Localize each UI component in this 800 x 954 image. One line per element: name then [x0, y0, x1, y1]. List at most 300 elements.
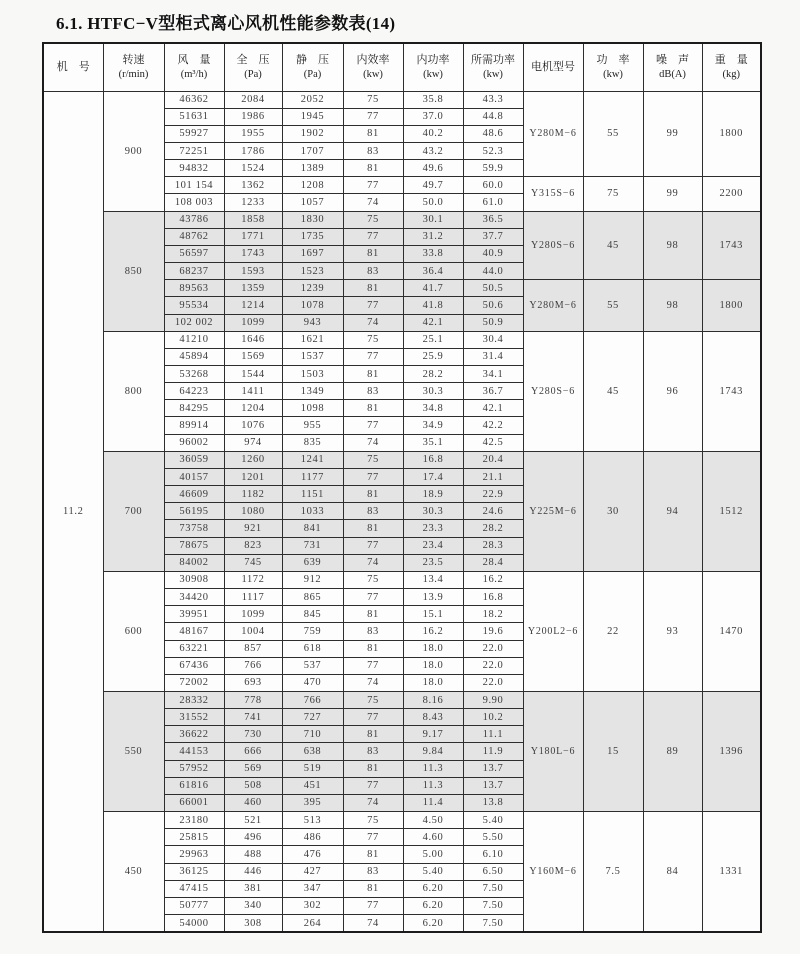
required-power-cell: 43.3 — [463, 91, 523, 108]
static-pressure-cell: 1098 — [282, 400, 343, 417]
motor-model-cell: Y315S−6 — [523, 177, 583, 211]
total-pressure-cell: 1359 — [224, 280, 282, 297]
total-pressure-cell: 921 — [224, 520, 282, 537]
motor-model-cell: Y160M−6 — [523, 812, 583, 932]
efficiency-cell: 77 — [343, 348, 403, 365]
required-power-cell: 34.1 — [463, 366, 523, 383]
total-pressure-cell: 823 — [224, 537, 282, 554]
column-header-line2: (kw) — [423, 69, 443, 81]
required-power-cell: 19.6 — [463, 623, 523, 640]
airflow-cell: 67436 — [164, 657, 224, 674]
static-pressure-cell: 1208 — [282, 177, 343, 194]
speed-cell: 600 — [103, 571, 164, 691]
static-pressure-cell: 1389 — [282, 160, 343, 177]
efficiency-cell: 81 — [343, 726, 403, 743]
noise-cell: 84 — [643, 812, 702, 932]
table-row — [43, 571, 761, 588]
internal-power-cell: 33.8 — [403, 245, 463, 262]
efficiency-cell: 81 — [343, 125, 403, 142]
weight-cell: 1800 — [702, 91, 761, 177]
required-power-cell: 50.9 — [463, 314, 523, 331]
required-power-cell: 60.0 — [463, 177, 523, 194]
efficiency-cell: 77 — [343, 657, 403, 674]
static-pressure-cell: 513 — [282, 812, 343, 829]
total-pressure-cell: 308 — [224, 915, 282, 933]
internal-power-cell: 9.17 — [403, 726, 463, 743]
static-pressure-cell: 1707 — [282, 142, 343, 159]
efficiency-cell: 81 — [343, 486, 403, 503]
internal-power-cell: 41.8 — [403, 297, 463, 314]
table-body — [43, 91, 761, 932]
required-power-cell: 24.6 — [463, 503, 523, 520]
static-pressure-cell: 639 — [282, 554, 343, 571]
static-pressure-cell: 1621 — [282, 331, 343, 348]
total-pressure-cell: 1233 — [224, 194, 282, 211]
efficiency-cell: 77 — [343, 417, 403, 434]
internal-power-cell: 6.20 — [403, 915, 463, 933]
airflow-cell: 84295 — [164, 400, 224, 417]
column-header-3 — [224, 43, 282, 91]
static-pressure-cell: 731 — [282, 537, 343, 554]
airflow-cell: 56597 — [164, 245, 224, 262]
efficiency-cell: 75 — [343, 91, 403, 108]
motor-model-cell: Y280M−6 — [523, 280, 583, 331]
column-header-8 — [523, 43, 583, 91]
static-pressure-cell: 519 — [282, 760, 343, 777]
static-pressure-cell: 865 — [282, 589, 343, 606]
internal-power-cell: 30.3 — [403, 503, 463, 520]
total-pressure-cell: 1986 — [224, 108, 282, 125]
airflow-cell: 46609 — [164, 486, 224, 503]
total-pressure-cell: 1076 — [224, 417, 282, 434]
total-pressure-cell: 730 — [224, 726, 282, 743]
static-pressure-cell: 470 — [282, 674, 343, 691]
efficiency-cell: 81 — [343, 640, 403, 657]
total-pressure-cell: 1117 — [224, 589, 282, 606]
total-pressure-cell: 2084 — [224, 91, 282, 108]
airflow-cell: 47415 — [164, 880, 224, 897]
static-pressure-cell: 727 — [282, 709, 343, 726]
speed-cell: 700 — [103, 451, 164, 571]
static-pressure-cell: 347 — [282, 880, 343, 897]
required-power-cell: 44.0 — [463, 263, 523, 280]
static-pressure-cell: 302 — [282, 897, 343, 914]
motor-power-cell: 22 — [583, 571, 643, 691]
total-pressure-cell: 1099 — [224, 314, 282, 331]
efficiency-cell: 77 — [343, 297, 403, 314]
total-pressure-cell: 496 — [224, 829, 282, 846]
static-pressure-cell: 710 — [282, 726, 343, 743]
static-pressure-cell: 1902 — [282, 125, 343, 142]
efficiency-cell: 83 — [343, 503, 403, 520]
internal-power-cell: 31.2 — [403, 228, 463, 245]
internal-power-cell: 18.0 — [403, 640, 463, 657]
efficiency-cell: 75 — [343, 211, 403, 228]
required-power-cell: 28.4 — [463, 554, 523, 571]
total-pressure-cell: 1214 — [224, 297, 282, 314]
internal-power-cell: 6.20 — [403, 880, 463, 897]
total-pressure-cell: 1771 — [224, 228, 282, 245]
internal-power-cell: 9.84 — [403, 743, 463, 760]
motor-power-cell: 55 — [583, 280, 643, 331]
total-pressure-cell: 666 — [224, 743, 282, 760]
efficiency-cell: 81 — [343, 760, 403, 777]
internal-power-cell: 49.6 — [403, 160, 463, 177]
speed-cell: 850 — [103, 211, 164, 331]
static-pressure-cell: 841 — [282, 520, 343, 537]
internal-power-cell: 5.40 — [403, 863, 463, 880]
static-pressure-cell: 766 — [282, 691, 343, 708]
static-pressure-cell: 1151 — [282, 486, 343, 503]
efficiency-cell: 81 — [343, 160, 403, 177]
weight-cell: 2200 — [702, 177, 761, 211]
column-header-line2: dB(A) — [659, 69, 686, 81]
total-pressure-cell: 1544 — [224, 366, 282, 383]
column-header-6 — [403, 43, 463, 91]
internal-power-cell: 8.43 — [403, 709, 463, 726]
weight-cell: 1743 — [702, 331, 761, 451]
efficiency-cell: 77 — [343, 228, 403, 245]
internal-power-cell: 18.9 — [403, 486, 463, 503]
table-row — [43, 91, 761, 108]
total-pressure-cell: 1204 — [224, 400, 282, 417]
table-row — [43, 812, 761, 829]
efficiency-cell: 74 — [343, 915, 403, 933]
airflow-cell: 78675 — [164, 537, 224, 554]
internal-power-cell: 17.4 — [403, 468, 463, 485]
airflow-cell: 51631 — [164, 108, 224, 125]
airflow-cell: 73758 — [164, 520, 224, 537]
airflow-cell: 53268 — [164, 366, 224, 383]
motor-power-cell: 7.5 — [583, 812, 643, 932]
weight-cell: 1800 — [702, 280, 761, 331]
required-power-cell: 6.10 — [463, 846, 523, 863]
required-power-cell: 9.90 — [463, 691, 523, 708]
noise-cell: 99 — [643, 91, 702, 177]
motor-power-cell: 55 — [583, 91, 643, 177]
airflow-cell: 63221 — [164, 640, 224, 657]
efficiency-cell: 77 — [343, 777, 403, 794]
total-pressure-cell: 778 — [224, 691, 282, 708]
weight-cell: 1512 — [702, 451, 761, 571]
noise-cell: 98 — [643, 211, 702, 280]
total-pressure-cell: 340 — [224, 897, 282, 914]
required-power-cell: 7.50 — [463, 880, 523, 897]
speed-cell: 450 — [103, 812, 164, 932]
internal-power-cell: 15.1 — [403, 606, 463, 623]
static-pressure-cell: 1697 — [282, 245, 343, 262]
airflow-cell: 89563 — [164, 280, 224, 297]
motor-power-cell: 15 — [583, 691, 643, 811]
column-header-line2: (Pa) — [244, 69, 262, 81]
airflow-cell: 44153 — [164, 743, 224, 760]
static-pressure-cell: 1033 — [282, 503, 343, 520]
required-power-cell: 21.1 — [463, 468, 523, 485]
speed-cell: 550 — [103, 691, 164, 811]
airflow-cell: 57952 — [164, 760, 224, 777]
efficiency-cell: 81 — [343, 520, 403, 537]
internal-power-cell: 30.3 — [403, 383, 463, 400]
required-power-cell: 20.4 — [463, 451, 523, 468]
airflow-cell: 64223 — [164, 383, 224, 400]
efficiency-cell: 74 — [343, 674, 403, 691]
internal-power-cell: 5.00 — [403, 846, 463, 863]
airflow-cell: 94832 — [164, 160, 224, 177]
efficiency-cell: 83 — [343, 863, 403, 880]
efficiency-cell: 81 — [343, 280, 403, 297]
airflow-cell: 36125 — [164, 863, 224, 880]
static-pressure-cell: 264 — [282, 915, 343, 933]
static-pressure-cell: 1523 — [282, 263, 343, 280]
airflow-cell: 101 154 — [164, 177, 224, 194]
total-pressure-cell: 569 — [224, 760, 282, 777]
column-header-line1: 所需功率 — [471, 54, 515, 67]
noise-cell: 94 — [643, 451, 702, 571]
airflow-cell: 46362 — [164, 91, 224, 108]
weight-cell: 1470 — [702, 571, 761, 691]
internal-power-cell: 41.7 — [403, 280, 463, 297]
static-pressure-cell: 955 — [282, 417, 343, 434]
internal-power-cell: 16.2 — [403, 623, 463, 640]
internal-power-cell: 28.2 — [403, 366, 463, 383]
column-header-line2: (kw) — [363, 69, 383, 81]
efficiency-cell: 75 — [343, 571, 403, 588]
required-power-cell: 7.50 — [463, 897, 523, 914]
required-power-cell: 59.9 — [463, 160, 523, 177]
speed-cell: 800 — [103, 331, 164, 451]
efficiency-cell: 83 — [343, 743, 403, 760]
static-pressure-cell: 759 — [282, 623, 343, 640]
noise-cell: 96 — [643, 331, 702, 451]
total-pressure-cell: 1004 — [224, 623, 282, 640]
motor-power-cell: 45 — [583, 211, 643, 280]
total-pressure-cell: 766 — [224, 657, 282, 674]
static-pressure-cell: 1078 — [282, 297, 343, 314]
static-pressure-cell: 1239 — [282, 280, 343, 297]
required-power-cell: 42.1 — [463, 400, 523, 417]
total-pressure-cell: 1099 — [224, 606, 282, 623]
internal-power-cell: 25.1 — [403, 331, 463, 348]
internal-power-cell: 43.2 — [403, 142, 463, 159]
total-pressure-cell: 1569 — [224, 348, 282, 365]
required-power-cell: 31.4 — [463, 348, 523, 365]
table-row — [43, 211, 761, 228]
required-power-cell: 13.7 — [463, 760, 523, 777]
airflow-cell: 36622 — [164, 726, 224, 743]
internal-power-cell: 23.3 — [403, 520, 463, 537]
static-pressure-cell: 912 — [282, 571, 343, 588]
total-pressure-cell: 488 — [224, 846, 282, 863]
airflow-cell: 36059 — [164, 451, 224, 468]
efficiency-cell: 77 — [343, 897, 403, 914]
airflow-cell: 40157 — [164, 468, 224, 485]
required-power-cell: 52.3 — [463, 142, 523, 159]
internal-power-cell: 25.9 — [403, 348, 463, 365]
internal-power-cell: 36.4 — [403, 263, 463, 280]
static-pressure-cell: 618 — [282, 640, 343, 657]
airflow-cell: 23180 — [164, 812, 224, 829]
column-header-line1: 内效率 — [356, 54, 390, 67]
column-header-line1: 全 压 — [236, 54, 270, 67]
static-pressure-cell: 835 — [282, 434, 343, 451]
table-row — [43, 331, 761, 348]
efficiency-cell: 83 — [343, 383, 403, 400]
total-pressure-cell: 1593 — [224, 263, 282, 280]
required-power-cell: 22.0 — [463, 657, 523, 674]
efficiency-cell: 75 — [343, 331, 403, 348]
required-power-cell: 28.2 — [463, 520, 523, 537]
internal-power-cell: 13.4 — [403, 571, 463, 588]
static-pressure-cell: 476 — [282, 846, 343, 863]
required-power-cell: 10.2 — [463, 709, 523, 726]
required-power-cell: 40.9 — [463, 245, 523, 262]
efficiency-cell: 74 — [343, 434, 403, 451]
airflow-cell: 48762 — [164, 228, 224, 245]
noise-cell: 89 — [643, 691, 702, 811]
required-power-cell: 44.8 — [463, 108, 523, 125]
noise-cell: 93 — [643, 571, 702, 691]
internal-power-cell: 11.3 — [403, 760, 463, 777]
airflow-cell: 68237 — [164, 263, 224, 280]
weight-cell: 1396 — [702, 691, 761, 811]
column-header-9 — [583, 43, 643, 91]
required-power-cell: 30.4 — [463, 331, 523, 348]
required-power-cell: 42.5 — [463, 434, 523, 451]
static-pressure-cell: 1503 — [282, 366, 343, 383]
efficiency-cell: 81 — [343, 245, 403, 262]
airflow-cell: 54000 — [164, 915, 224, 933]
total-pressure-cell: 974 — [224, 434, 282, 451]
required-power-cell: 13.8 — [463, 794, 523, 811]
total-pressure-cell: 741 — [224, 709, 282, 726]
required-power-cell: 5.50 — [463, 829, 523, 846]
motor-power-cell: 30 — [583, 451, 643, 571]
column-header-line2: (kw) — [483, 69, 503, 81]
column-header-line1: 功 率 — [596, 54, 630, 67]
column-header-line1: 重 量 — [714, 54, 748, 67]
required-power-cell: 13.7 — [463, 777, 523, 794]
weight-cell: 1743 — [702, 211, 761, 280]
internal-power-cell: 4.50 — [403, 812, 463, 829]
total-pressure-cell: 1080 — [224, 503, 282, 520]
airflow-cell: 56195 — [164, 503, 224, 520]
static-pressure-cell: 1177 — [282, 468, 343, 485]
airflow-cell: 89914 — [164, 417, 224, 434]
column-header-line1: 内功率 — [416, 54, 450, 67]
table-row — [43, 451, 761, 468]
airflow-cell: 31552 — [164, 709, 224, 726]
total-pressure-cell: 1182 — [224, 486, 282, 503]
efficiency-cell: 75 — [343, 451, 403, 468]
static-pressure-cell: 427 — [282, 863, 343, 880]
required-power-cell: 6.50 — [463, 863, 523, 880]
required-power-cell: 22.9 — [463, 486, 523, 503]
total-pressure-cell: 1362 — [224, 177, 282, 194]
total-pressure-cell: 1858 — [224, 211, 282, 228]
column-header-7 — [463, 43, 523, 91]
internal-power-cell: 35.8 — [403, 91, 463, 108]
internal-power-cell: 13.9 — [403, 589, 463, 606]
table-header — [43, 43, 761, 91]
airflow-cell: 48167 — [164, 623, 224, 640]
internal-power-cell: 37.0 — [403, 108, 463, 125]
efficiency-cell: 77 — [343, 177, 403, 194]
airflow-cell: 108 003 — [164, 194, 224, 211]
static-pressure-cell: 1735 — [282, 228, 343, 245]
internal-power-cell: 16.8 — [403, 451, 463, 468]
efficiency-cell: 74 — [343, 794, 403, 811]
required-power-cell: 36.5 — [463, 211, 523, 228]
noise-cell: 98 — [643, 280, 702, 331]
efficiency-cell: 77 — [343, 589, 403, 606]
airflow-cell: 59927 — [164, 125, 224, 142]
column-header-10 — [643, 43, 702, 91]
efficiency-cell: 81 — [343, 366, 403, 383]
airflow-cell: 43786 — [164, 211, 224, 228]
total-pressure-cell: 1260 — [224, 451, 282, 468]
internal-power-cell: 34.8 — [403, 400, 463, 417]
total-pressure-cell: 1646 — [224, 331, 282, 348]
column-header-line1: 电机型号 — [531, 61, 575, 74]
required-power-cell: 5.40 — [463, 812, 523, 829]
column-header-line2: (kw) — [603, 69, 623, 81]
efficiency-cell: 77 — [343, 537, 403, 554]
efficiency-cell: 74 — [343, 194, 403, 211]
total-pressure-cell: 1524 — [224, 160, 282, 177]
airflow-cell: 34420 — [164, 589, 224, 606]
static-pressure-cell: 2052 — [282, 91, 343, 108]
required-power-cell: 16.2 — [463, 571, 523, 588]
total-pressure-cell: 1743 — [224, 245, 282, 262]
column-header-line2: (m³/h) — [180, 69, 208, 81]
required-power-cell: 36.7 — [463, 383, 523, 400]
motor-power-cell: 75 — [583, 177, 643, 211]
internal-power-cell: 6.20 — [403, 897, 463, 914]
column-header-line1: 噪 声 — [656, 54, 689, 67]
internal-power-cell: 4.60 — [403, 829, 463, 846]
airflow-cell: 102 002 — [164, 314, 224, 331]
airflow-cell: 84002 — [164, 554, 224, 571]
static-pressure-cell: 1349 — [282, 383, 343, 400]
internal-power-cell: 23.5 — [403, 554, 463, 571]
airflow-cell: 45894 — [164, 348, 224, 365]
internal-power-cell: 18.0 — [403, 674, 463, 691]
page-title: 6.1. HTFC−V型柜式离心风机性能参数表(14) — [56, 14, 396, 33]
total-pressure-cell: 1201 — [224, 468, 282, 485]
column-header-0 — [43, 43, 103, 91]
header-row — [43, 43, 761, 91]
table-row — [43, 691, 761, 708]
airflow-cell: 72002 — [164, 674, 224, 691]
total-pressure-cell: 381 — [224, 880, 282, 897]
efficiency-cell: 81 — [343, 400, 403, 417]
motor-model-cell: Y280S−6 — [523, 211, 583, 280]
noise-cell: 99 — [643, 177, 702, 211]
efficiency-cell: 83 — [343, 142, 403, 159]
column-header-4 — [282, 43, 343, 91]
motor-model-cell: Y225M−6 — [523, 451, 583, 571]
static-pressure-cell: 395 — [282, 794, 343, 811]
static-pressure-cell: 638 — [282, 743, 343, 760]
internal-power-cell: 11.4 — [403, 794, 463, 811]
internal-power-cell: 23.4 — [403, 537, 463, 554]
required-power-cell: 61.0 — [463, 194, 523, 211]
static-pressure-cell: 486 — [282, 829, 343, 846]
required-power-cell: 37.7 — [463, 228, 523, 245]
required-power-cell: 18.2 — [463, 606, 523, 623]
motor-model-cell: Y280S−6 — [523, 331, 583, 451]
efficiency-cell: 77 — [343, 468, 403, 485]
